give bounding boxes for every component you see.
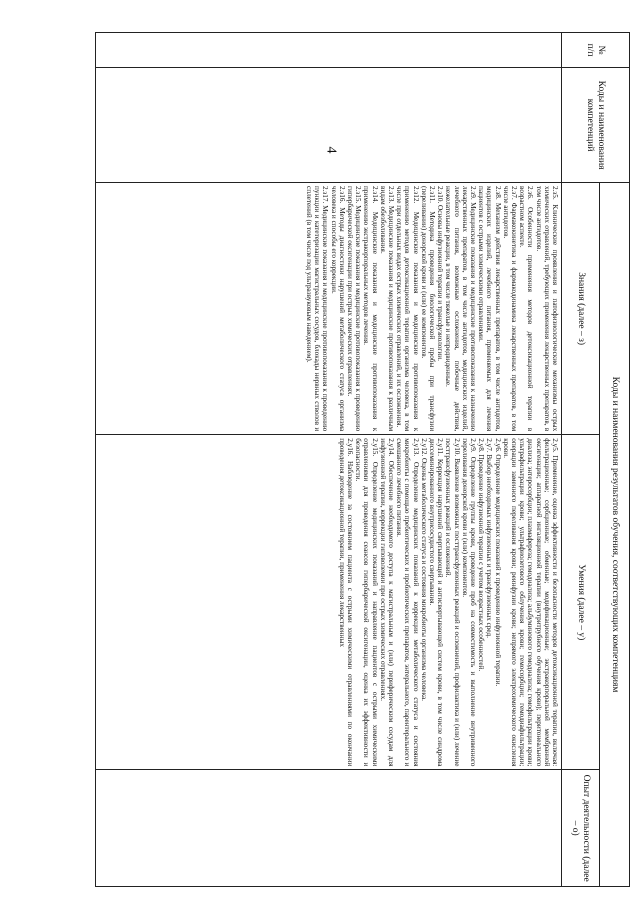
knowledge-item: 2.з14. Медицинские показания и медицинские противопоказания к применению экстракорпоральных методов лечения. (362, 186, 379, 432)
skill-item: 2.у9. Определение группы крови, проведение проб на совместимость и выполнение внутривенного переливания донорской крови и (или) компонентов. (460, 438, 477, 767)
skill-item: 2.у6. Определение медицинских показаний к проведению инфузионной терапии. (493, 438, 502, 687)
skill-item: 2.у8. Проведение инфузионной терапии с учетом возрастных особенностей. (477, 438, 486, 672)
skill-item: 2.у10. Выявление возможных посттрансфузионных реакций и осложнений, профилактика и (или) лечение посттрансфузионных реакций и осложнений. (444, 438, 461, 767)
skill-item: 2.у16. Наблюдение за состоянием пациента с острыми химическими отравлениями по окончании проведения детоксикационной терапии, применения лекарственных (337, 438, 354, 767)
skill-item: 2.у15. Определение медицинских показаний и направление пациентов с острыми химическими отравлениями для проведения сеансов гипербарической оксигенации, оценка их эффективности и безопасности. (354, 438, 379, 767)
knowledge-item: 2.з9. Медицинские показания и медицинские противопоказания к назначению лекарственных препаратов, в том числе антидотов, медицинских изделий, лечебного питания, возможные осложнения, побочные действия, нежелательные реакции, в том числе тяжелые и непредвиденные. (444, 186, 477, 432)
knowledge-item: 2.з13. Медицинские показания и медицинские противопоказания к различным видам обезболивания. (378, 186, 395, 432)
skill-item: 2.у13. Определение медицинских показаний к коррекции метаболического статуса и состояния микробиоты с помощью пребиотических и пробиотических препаратов, энтерального, парентерального и смешанного лечебного питания. (395, 438, 420, 767)
skills-cell (96, 435, 562, 770)
skill-item: 2.у5. Применение, оценка эффективности и безопасности методов детоксикационной терапии, включая: фильтрационные; сорбционные; обменные; модификационные; экстракорпоральной мембранной оксигенации; аппаратной ингаляционной терапии (внутритрубного обучения крови); перитонеального диализа; энтеросорбции; плазмафереза; гемодиализа; альбуминового гемодиализа; гемофильтрации крови; ультрафильтрации крови; ультрафиолетового облучения крови; гемосорбции; гемодиафильтрации; операции заменного переливания крови; реинфузии крови; непрямого электрохимического окисления крови. (501, 438, 559, 767)
knowledge-item: 2.з11. Методика проведения биологической пробы при трансфузии (переливании) донорской крови и (или) ее компонентов. (419, 186, 436, 432)
knowledge-item: 2.з12. Медицинские показания и медицинские противопоказания к применению методов детоксикационной терапии организма человека, в том числе при отдельных видах острых химических отравлений, и их осложнения. (395, 186, 420, 432)
knowledge-item: 2.з17. Медицинские показания и медицинские противопоказания к проведению пункции и катетеризации магистральных сосудов, блокады нервных стволов и сплетений (в том числе под ультразвуковым наведением). (304, 186, 330, 432)
knowledge-item: 2.з8. Механизм действия лекарственных препаратов, в том числе антидотов, медицинских изделий, лечебного питания, применяемых для лечения пациентов с острыми химическими отравлениями. (477, 186, 502, 432)
knowledge-item: 2.з10. Основы инфузионной терапии и трансфузиологии. (436, 186, 445, 361)
knowledge-cell (96, 183, 562, 435)
row-number-cell (96, 33, 562, 68)
skill-item: 2.у14. Обеспечение необходимого доступа к магистральным и (или) периферическим сосудам для инфузионной терапии, коррекции гиповолемии при острых химических отравлениях. (378, 438, 395, 767)
knowledge-item: 2.з15. Медицинские показания и медицинские противопоказания к проведению гипербарической оксигенации при острых химических отравлениях. (345, 186, 363, 432)
skill-item: 2.у11. Коррекция нарушений свертывающей и антисвертывающей систем крови, в том числе синдрома диссеминированного внутрисосудистого свертывания. (427, 438, 445, 767)
experience-cell (96, 770, 562, 887)
header-competency-codes: Коды и наименования компетенций (562, 68, 630, 183)
page-number: 4 (323, 146, 339, 154)
header-experience: Опыт деятельности (далее – о) (562, 770, 600, 887)
header-learning-outcomes: Коды и наименования результатов обучения, соответствующих компетенциям (600, 183, 630, 887)
header-number: № п/п (562, 33, 630, 68)
skill-item: 2.у12. Оценка метаболического статуса и состояния микробиоты организма человека. (419, 438, 428, 701)
row-codes-cell (96, 68, 562, 183)
knowledge-item: 2.з6. Особенности применения методов детоксикационной терапии в возрастном аспекте. (518, 186, 535, 432)
header-skills: Умения (далее – у) (562, 435, 600, 770)
knowledge-item: 2.з5. Клинические проявления и патофизиологические механизмы острых химических отравлений, требующих применения лекарственных препаратов, в том числе антидотов. (534, 186, 559, 432)
header-knowledge: Знания (далее – з) (562, 183, 600, 435)
competencies-table (95, 32, 630, 887)
rotated-page-content (95, 32, 630, 887)
knowledge-item: 2.з16. Методы диагностики нарушений метаболического статуса организма человека и способы его коррекции. (329, 186, 346, 432)
skill-item: 2.у7. Выбор необходимых инфузионных и трансфузионных сред. (485, 438, 494, 638)
knowledge-item: 2.з7. Фармакокинетика и фармакодинамика лекарственных препаратов, в том числе антидотов. (501, 186, 518, 432)
